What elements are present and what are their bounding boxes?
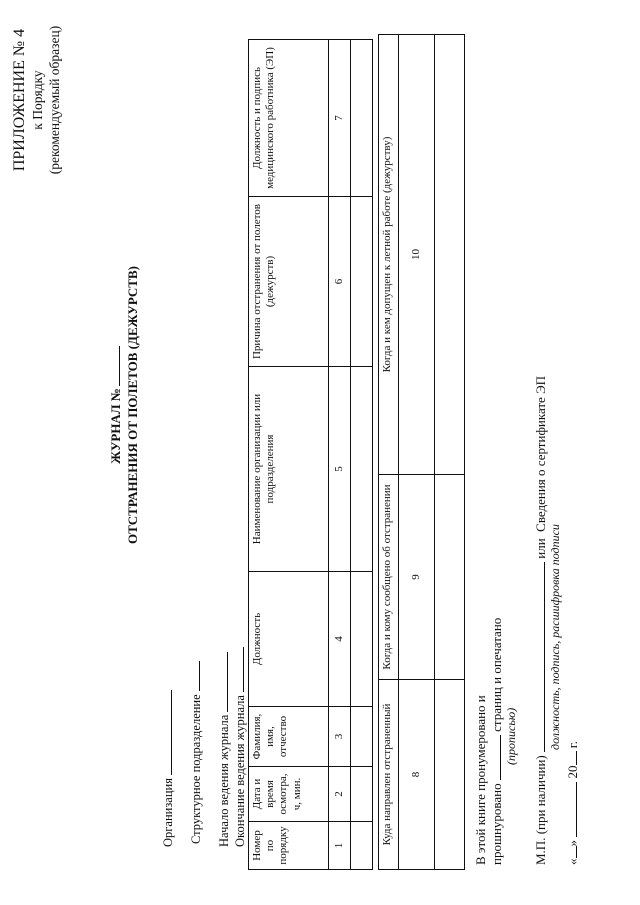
end-line [232,647,244,692]
column-number: 2 [329,767,351,822]
table-empty-row [351,40,373,870]
header-cell: Когда и кем допущен к летной работе (дежурству) [379,35,399,475]
appendix-order: к Порядку [30,70,45,130]
empty-cell [435,35,465,475]
date-open-quote: « [564,858,580,865]
table-empty-row [435,35,465,870]
column-number: 9 [399,475,435,680]
certificate-label: Сведения о сертификате ЭП [532,375,548,532]
column-number: 8 [399,680,435,870]
empty-cell [351,367,373,572]
column-number: 5 [329,367,351,572]
empty-cell [435,475,465,680]
empty-cell [351,40,373,197]
pages-count-line [489,735,501,780]
header-cell: Фамилия, имя, отчество [249,707,329,767]
table-number-row [329,40,351,870]
appendix-header [10,15,64,185]
header-cell: Дата и время осмотра, ч, мин. [249,767,329,822]
empty-cell [351,767,373,822]
column-number: 10 [399,35,435,475]
header-cell: Когда и кому сообщено об отстранении [379,475,399,680]
column-number: 3 [329,707,351,767]
header-cell: Должность и подпись медицинского работника (ЭП) [249,40,329,197]
appendix-number: ПРИЛОЖЕНИЕ № 4 [11,28,28,172]
organization-line [160,690,172,775]
end-label: Окончание ведения журнала [233,695,247,847]
journal-number-blank [119,346,120,386]
in-words-hint: (прописью) [504,707,519,765]
journal-footer [473,376,580,865]
date-close-quote: » [564,840,580,847]
empty-cell [351,707,373,767]
empty-cell [351,572,373,707]
header-cell: Куда направлен отстраненный [379,680,399,870]
signature-line [533,562,545,752]
year-suffix: г. [564,741,580,749]
journal-fields [160,647,248,847]
table-number-row [399,35,435,870]
empty-cell [351,197,373,367]
journal-table-1 [248,39,373,870]
book-statement-suffix: страниц и опечатано [488,617,504,732]
table-header-row [249,40,329,870]
year-line [565,752,577,766]
month-line [565,782,577,837]
journal-title-prefix: ЖУРНАЛ № [108,388,123,464]
day-line [565,847,577,859]
column-number: 4 [329,572,351,707]
header-cell: Причина отстранения от полетов (дежурств) [249,197,329,367]
header-cell: Номер по порядку [249,822,329,870]
empty-cell [351,822,373,870]
journal-title [108,205,142,605]
appendix-note: (рекомендуемый образец) [46,25,62,175]
column-number: 6 [329,197,351,367]
start-line [216,652,228,712]
year-prefix: 20 [564,765,580,779]
stamp-label: М.П. (при наличии) [532,755,548,865]
department-label: Структурное подразделение [189,694,203,844]
journal-title-main: ОТСТРАНЕНИЯ ОТ ПОЛЕТОВ (ДЕЖУРСТВ) [124,266,140,544]
book-statement-prefix: прошнуровано [488,783,504,865]
empty-cell [435,680,465,870]
signature-hint: должность, подпись, расшифровка подписи [548,524,563,750]
start-label: Начало ведения журнала [217,714,231,847]
column-number: 7 [329,40,351,197]
table-header-row [379,35,399,870]
column-number: 1 [329,822,351,870]
organization-label: Организация [161,778,175,847]
department-line [188,661,200,691]
or-text: или [532,538,548,559]
header-cell: Должность [249,572,329,707]
header-cell: Наименование организации или подразделения [249,367,329,572]
journal-table-2 [378,34,465,870]
book-statement-line1: В этой книге пронумеровано и [473,695,488,865]
